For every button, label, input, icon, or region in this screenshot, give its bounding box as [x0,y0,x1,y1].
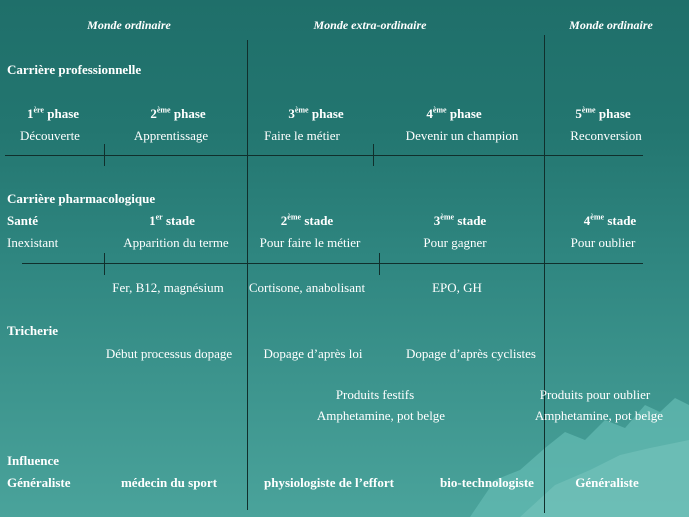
header-right: Monde ordinaire [569,18,653,32]
career-phase-2-label: Apprentissage [133,128,209,143]
pharma-product-3: EPO, GH [432,280,482,295]
header-middle: Monde extra-ordinaire [313,18,427,32]
career-phase-2-heading: 2ème phase [150,105,206,121]
career-phase-3-label: Faire le métier [264,128,340,143]
header-left: Monde ordinaire [87,18,171,32]
pharma-title: Carrière pharmacologique [7,191,156,206]
cheating-title: Tricherie [7,323,59,338]
career-phase-4-heading: 4ème phase [426,105,482,121]
cheating-item-1: Début processus dopage [105,346,233,361]
influence-item-3: physiologiste de l’effort [264,475,394,490]
festive-products-list: Amphetamine, pot belge [316,408,446,423]
career-phase-1-label: Découverte [20,128,80,143]
influence-item-4: bio-technologiste [440,475,534,490]
cheating-item-3: Dopage d’après cyclistes [406,346,536,361]
health-value: Inexistant [7,235,59,250]
pharma-stage-2-label: Pour faire le métier [259,235,361,250]
pharma-stage-1-label: Apparition du terme [123,235,229,250]
influence-item-1: Généraliste [7,475,71,490]
career-title: Carrière professionnelle [7,62,142,77]
divider-right-world [544,35,545,513]
influence-item-5: Généraliste [575,475,639,490]
pharma-stage-2-heading: 2ème stade [280,212,334,228]
career-axis [5,155,643,156]
divider-left-world [247,40,248,510]
pharma-product-1: Fer, B12, magnésium [112,280,224,295]
pharma-tick-2 [379,253,380,275]
cheating-item-2: Dopage d’après loi [263,346,363,361]
forget-products-label: Produits pour oublier [539,387,651,402]
festive-products-label: Produits festifs [335,387,415,402]
career-phase-4-label: Devenir un champion [405,128,519,143]
pharma-stage-4-label: Pour oublier [570,235,636,250]
career-phase-1-heading: 1ère phase [26,105,80,121]
pharma-stage-1-heading: 1er stade [149,212,195,228]
career-phase-5-label: Reconversion [570,128,642,143]
pharma-axis [22,263,643,264]
pharma-stage-4-heading: 4ème stade [583,212,637,228]
career-phase-5-heading: 5ème phase [575,105,631,121]
pharma-stage-3-label: Pour gagner [423,235,487,250]
pharma-tick-1 [104,253,105,275]
career-phase-3-heading: 3ème phase [288,105,344,121]
forget-products-list: Amphetamine, pot belge [534,408,664,423]
career-tick-1 [104,144,105,166]
pharma-product-2: Cortisone, anabolisant [248,280,366,295]
career-tick-2 [373,144,374,166]
health-label: Santé [7,213,39,228]
pharma-stage-3-heading: 3ème stade [433,212,487,228]
influence-item-2: médecin du sport [120,475,218,490]
influence-title: Influence [7,453,59,468]
